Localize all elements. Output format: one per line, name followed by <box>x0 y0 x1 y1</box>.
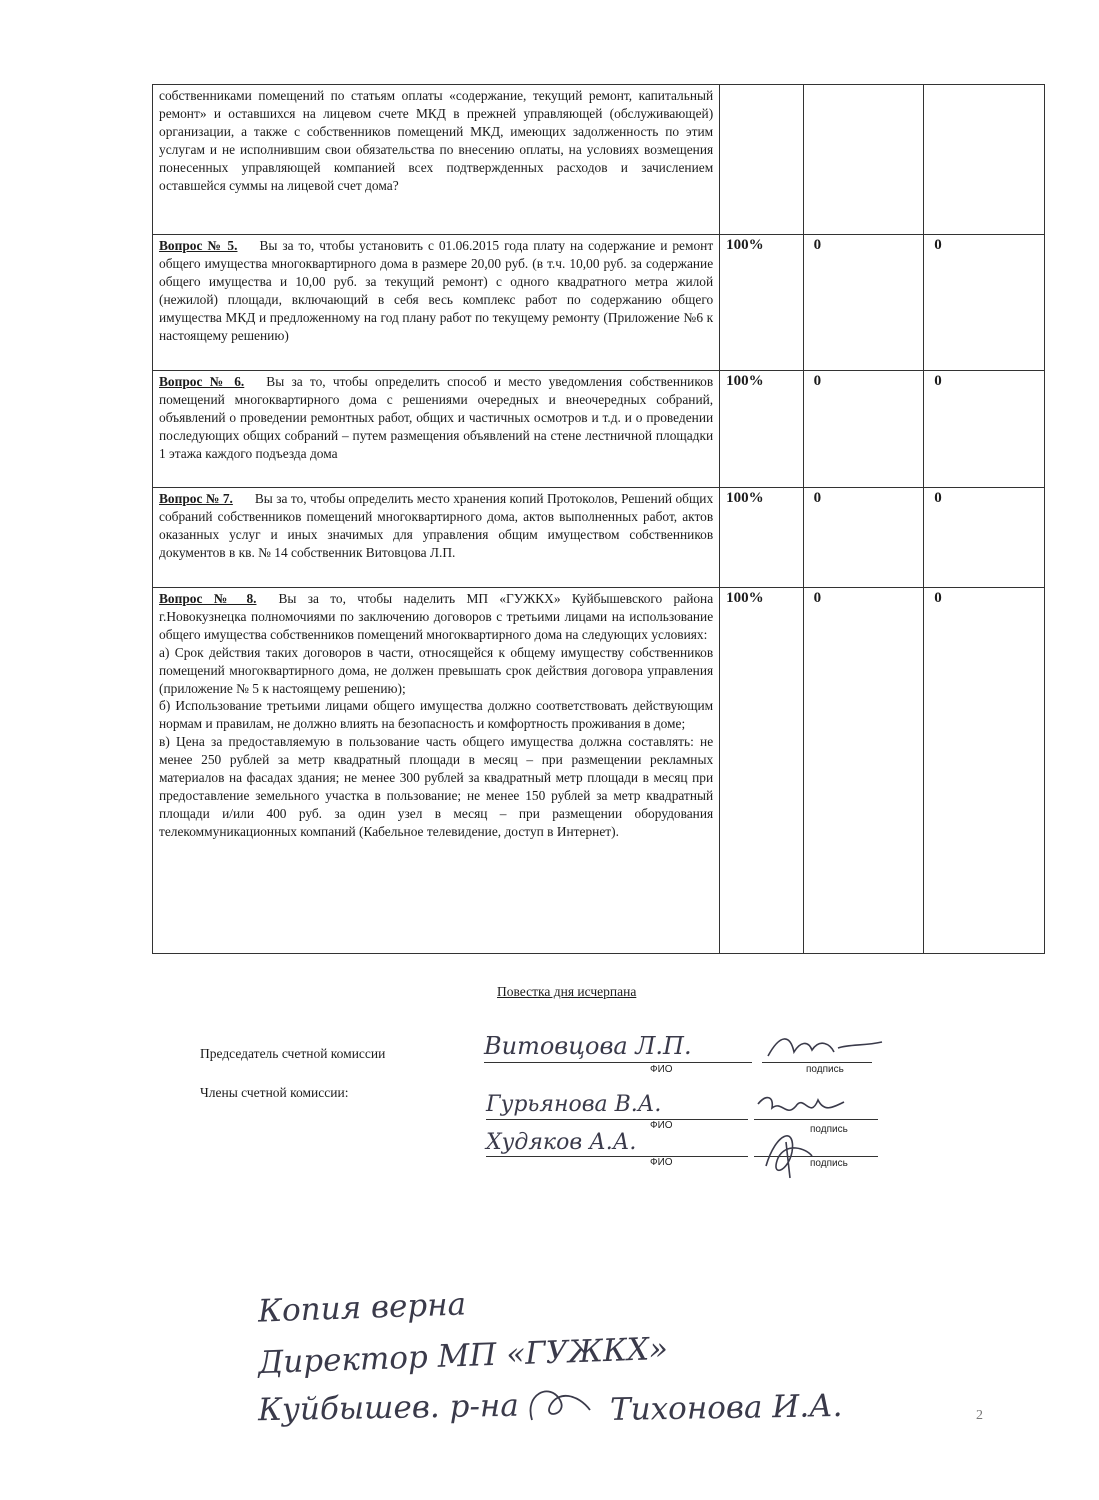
member1-sign-caption: подпись <box>810 1124 848 1135</box>
director-signature-mark <box>520 1380 600 1430</box>
question-5-abstain: 0 <box>924 235 1045 371</box>
chair-label: Председатель счетной комиссии <box>200 1046 386 1061</box>
voting-results-table <box>152 84 1045 954</box>
chair-fio-caption: ФИО <box>650 1064 673 1075</box>
question-8-text: Вы за то, чтобы наделить МП «ГУЖКХ» Куйбышевского района г.Новокузнецка полномочиями по заключению договоров с третьими лицами на использование общего имущества собственников помещений многоквартирного дома на следующих условиях: <box>159 591 714 642</box>
question-7-yes: 100% <box>720 488 803 588</box>
chair-fio-line <box>484 1062 752 1063</box>
question-5-cell <box>153 235 720 371</box>
chair-name-handwritten: Витовцова Л.П. <box>484 1032 692 1060</box>
question-7-text: Вы за то, чтобы определить место хранения копий Протоколов, Решений общих собраний собственников помещений многоквартирного дома, актов выполненных работ, актов оказанных услуг и иных значимых для управления общим имуществом собственников документов в кв. № 14 собственник Витовцова Л.П. <box>159 491 714 560</box>
question-7-label: Вопрос № 7. <box>159 491 233 506</box>
question-5-no: 0 <box>803 235 924 371</box>
question-6-label: Вопрос № 6. <box>159 374 245 389</box>
question-7-no: 0 <box>803 488 924 588</box>
question-8-abstain: 0 <box>924 588 1045 954</box>
certification-line-2: Директор МП «ГУЖКХ» <box>257 1330 669 1382</box>
member1-name-handwritten: Гурьянова В.А. <box>486 1092 662 1117</box>
question-8-item-b: б) Использование третьими лицами общего имущества должно соответствовать действующим нормам и правилам, не должно влиять на безопасность и комфортность проживания в доме; <box>159 698 714 732</box>
agenda-closed-note: Повестка дня исчерпана <box>497 984 637 999</box>
chair-sign-caption: подпись <box>806 1064 844 1075</box>
question-6-abstain: 0 <box>924 371 1045 488</box>
director-name-handwritten: Тихонова И.А. <box>609 1387 843 1429</box>
question-6-cell <box>153 371 720 488</box>
question-6-yes: 100% <box>720 371 803 488</box>
question-5-label: Вопрос № 5. <box>159 238 238 253</box>
question-8-item-a: а) Срок действия таких договоров в части, относящейся к общему имуществу собственников помещений многоквартирного дома, не должен превышать срок действия договора управления (приложение № 5 к настоящему решению); <box>159 644 714 696</box>
question-continuation-text: собственниками помещений по статьям оплаты «содержание, текущий ремонт, капитальный ремонт» и оставшихся на лицевом счете МКД в прежней управляющей (обслуживающей) организации, а также с собственников помещений МКД, имеющих задолженность по этим услугам и не исполнившим свои обязательства по внесению оплаты, на условиях возмещения понесенных управляющей компанией всех подтвержденных расходов и зачислением оставшейся суммы на лицевой счет дома? <box>153 85 720 235</box>
question-8-label: Вопрос № 8. <box>159 591 257 606</box>
abstain-cell-empty <box>924 85 1045 235</box>
question-8-yes: 100% <box>720 588 803 954</box>
table-row <box>153 371 1045 488</box>
member2-signature-mark <box>756 1122 826 1182</box>
question-5-yes: 100% <box>720 235 803 371</box>
yes-cell-empty <box>720 85 803 235</box>
member2-fio-caption: ФИО <box>650 1157 673 1168</box>
members-label: Члены счетной комиссии: <box>200 1085 349 1100</box>
question-8-no: 0 <box>803 588 924 954</box>
certification-line-3: Куйбышев. р-на <box>257 1387 520 1429</box>
table-row <box>153 85 1045 235</box>
table-row <box>153 588 1045 954</box>
page-number: 2 <box>976 1408 983 1423</box>
table-row <box>153 488 1045 588</box>
question-6-no: 0 <box>803 371 924 488</box>
question-7-abstain: 0 <box>924 488 1045 588</box>
table-row <box>153 235 1045 371</box>
member2-sign-caption: подпись <box>810 1158 848 1169</box>
chair-signature-mark <box>760 1030 890 1064</box>
question-8-cell <box>153 588 720 954</box>
question-6-text: Вы за то, чтобы определить способ и место уведомления собственников помещений многоквартирного дома с решениями очередных и внеочередных собраний, объявлений о проведении ремонтных работ, общих и частичных осмотров и т.д. и о проведении последующих общих собраний – путем размещения объявлений на стене лестничной площадки 1 этажа каждого подъезда дома <box>159 374 714 461</box>
question-8-item-c: в) Цена за предоставляемую в пользование часть общего имущества должна составлять: не менее 250 рублей за метр квадратный площади в месяц – при размещении рекламных материалов на фасадах здания; не менее 300 рублей за квадратный метр площади в месяц при предоставление земельного участка в пользование; не менее 150 рублей за метр квадратный площади и/или 400 руб. за один узел в месяц – при размещении оборудования телекоммуникационных компаний (Кабельное телевидение, доступ в Интернет). <box>159 734 714 839</box>
no-cell-empty <box>803 85 924 235</box>
member2-name-handwritten: Худяков А.А. <box>486 1130 637 1155</box>
member1-signature-mark <box>752 1090 852 1124</box>
member1-fio-line <box>486 1119 748 1120</box>
question-7-cell <box>153 488 720 588</box>
question-5-text: Вы за то, чтобы установить с 01.06.2015 года плату на содержание и ремонт общего имущества многоквартирного дома в размере 20,00 руб. (в т.ч. 10,00 руб. за содержание общего имущества и 10,00 руб. за текущий ремонт) с одного квадратного метра жилой (нежилой) площади, включающий в себя весь комплекс работ по содержанию общего имущества МКД и предложенному на год плану работ по текущему ремонту (Приложение №6 к настоящему решению) <box>159 238 714 343</box>
member1-fio-caption: ФИО <box>650 1120 673 1131</box>
certification-line-1: Копия верна <box>257 1286 467 1330</box>
member2-fio-line <box>486 1156 748 1157</box>
